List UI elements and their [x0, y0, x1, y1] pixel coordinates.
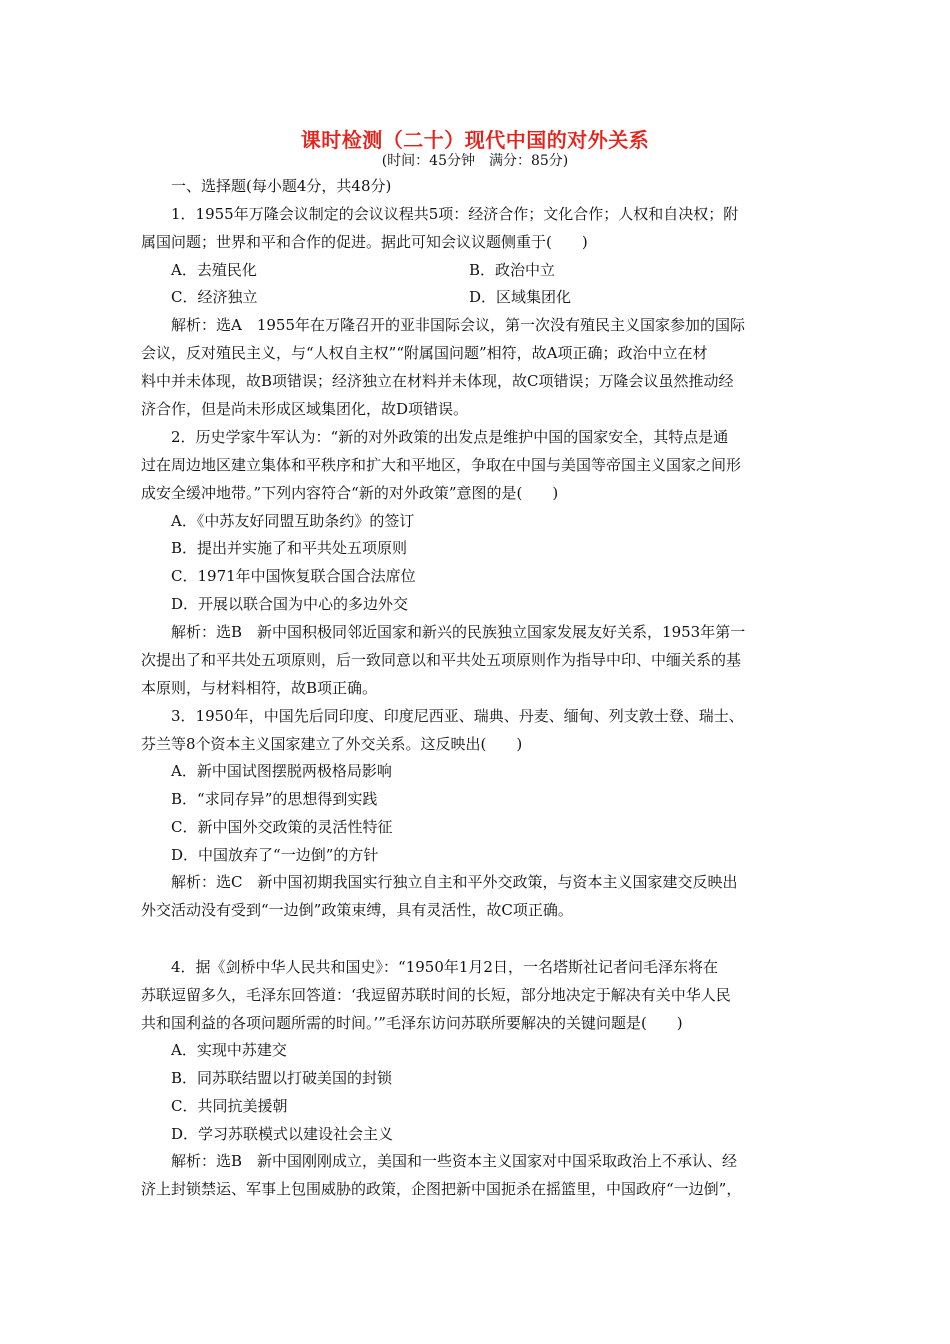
q4-option-b: B．同苏联结盟以打破美国的封锁 [171, 1069, 393, 1087]
q3-option-d: D．中国放弃了“一边倒”的方针 [171, 846, 379, 864]
q3-stem-line: 芬兰等8个资本主义国家建立了外交关系。这反映出( ) [141, 735, 523, 753]
q2-explanation-line: 次提出了和平共处五项原则，后一致同意以和平共处五项原则作为指导中印、中缅关系的基 [141, 651, 742, 669]
q1-option-b: B．政治中立 [469, 261, 556, 279]
q2-stem-line: 成安全缓冲地带。”下列内容符合“新的对外政策”意图的是( ) [141, 484, 559, 502]
q2-option-d: D．开展以联合国为中心的多边外交 [171, 595, 409, 613]
page-subtitle: (时间：45分钟 满分：85分) [381, 153, 569, 169]
q4-explanation-line: 济上封锁禁运、军事上包围威胁的政策，企图把新中国扼杀在摇篮里，中国政府“一边倒”， [141, 1180, 742, 1198]
q2-stem-line: 过在周边地区建立集体和平秩序和扩大和平地区，争取在中国与美国等帝国主义国家之间形 [141, 456, 742, 474]
q3-option-a: A．新中国试图摆脱两极格局影响 [171, 762, 392, 780]
q4-explanation-line: 解析：选B 新中国刚刚成立，美国和一些资本主义国家对中国采取政治上不承认、经 [171, 1152, 738, 1170]
q3-explanation-line: 外交活动没有受到“一边倒”政策束缚，具有灵活性，故C项正确。 [141, 901, 573, 919]
q1-explanation-line: 会议，反对殖民主义，与“人权自主权”“附属国问题”相符，故A项正确；政治中立在材 [141, 344, 708, 362]
q4-option-d: D．学习苏联模式以建设社会主义 [171, 1125, 394, 1143]
q2-option-c: C．1971年中国恢复联合国合法席位 [171, 567, 416, 585]
q1-explanation-line: 济合作，但是尚未形成区域集团化，故D项错误。 [141, 400, 469, 418]
q4-stem-line: 共和国利益的各项问题所需的时间。’”毛泽东访问苏联所要解决的关键问题是( ) [141, 1014, 683, 1032]
q1-stem-line: 1．1955年万隆会议制定的会议议程共5项：经济合作；文化合作；人权和自决权；附 [171, 205, 739, 223]
q1-explanation-line: 料中并未体现，故B项错误；经济独立在材料并未体现，故C项错误；万隆会议虽然推动经 [141, 372, 734, 390]
q1-option-c: C．经济独立 [171, 288, 258, 306]
q3-stem-line: 3．1950年，中国先后同印度、印度尼西亚、瑞典、丹麦、缅甸、列支敦士登、瑞士、 [171, 707, 744, 725]
q4-stem-line: 苏联逗留多久，毛泽东回答道：‘我逗留苏联时间的长短，部分地决定于解决有关中华人民 [141, 986, 731, 1004]
q2-explanation-line: 本原则，与材料相符，故B项正确。 [141, 679, 378, 697]
q3-explanation-line: 解析：选C 新中国初期我国实行独立自主和平外交政策，与资本主义国家建交反映出 [171, 873, 738, 891]
q3-option-c: C．新中国外交政策的灵活性特征 [171, 818, 393, 836]
q1-stem-line: 属国问题；世界和平和合作的促进。据此可知会议议题侧重于( ) [141, 233, 588, 251]
q1-explanation-line: 解析：选A 1955年在万隆召开的亚非国际会议，第一次没有殖民主义国家参加的国际 [171, 316, 746, 334]
q4-stem-line: 4．据《剑桥中华人民共和国史》：“1950年1月2日，一名塔斯社记者问毛泽东将在 [171, 958, 718, 976]
q2-option-a: A．《中苏友好同盟互助条约》的签订 [171, 512, 415, 530]
section-heading: 一、选择题(每小题4分，共48分) [171, 177, 392, 195]
q2-stem-line: 2．历史学家牛军认为：“新的对外政策的出发点是维护中国的国家安全，其特点是通 [171, 428, 729, 446]
q2-option-b: B．提出并实施了和平共处五项原则 [171, 539, 408, 557]
q1-option-d: D．区域集团化 [469, 288, 572, 306]
q1-option-a: A．去殖民化 [171, 261, 257, 279]
q4-option-a: A．实现中苏建交 [171, 1041, 287, 1059]
q2-explanation-line: 解析：选B 新中国积极同邻近国家和新兴的民族独立国家发展友好关系，1953年第一 [171, 623, 746, 641]
q3-option-b: B．“求同存异”的思想得到实践 [171, 790, 378, 808]
page-title: 课时检测（二十）现代中国的对外关系 [300, 128, 650, 152]
q4-option-c: C．共同抗美援朝 [171, 1097, 288, 1115]
